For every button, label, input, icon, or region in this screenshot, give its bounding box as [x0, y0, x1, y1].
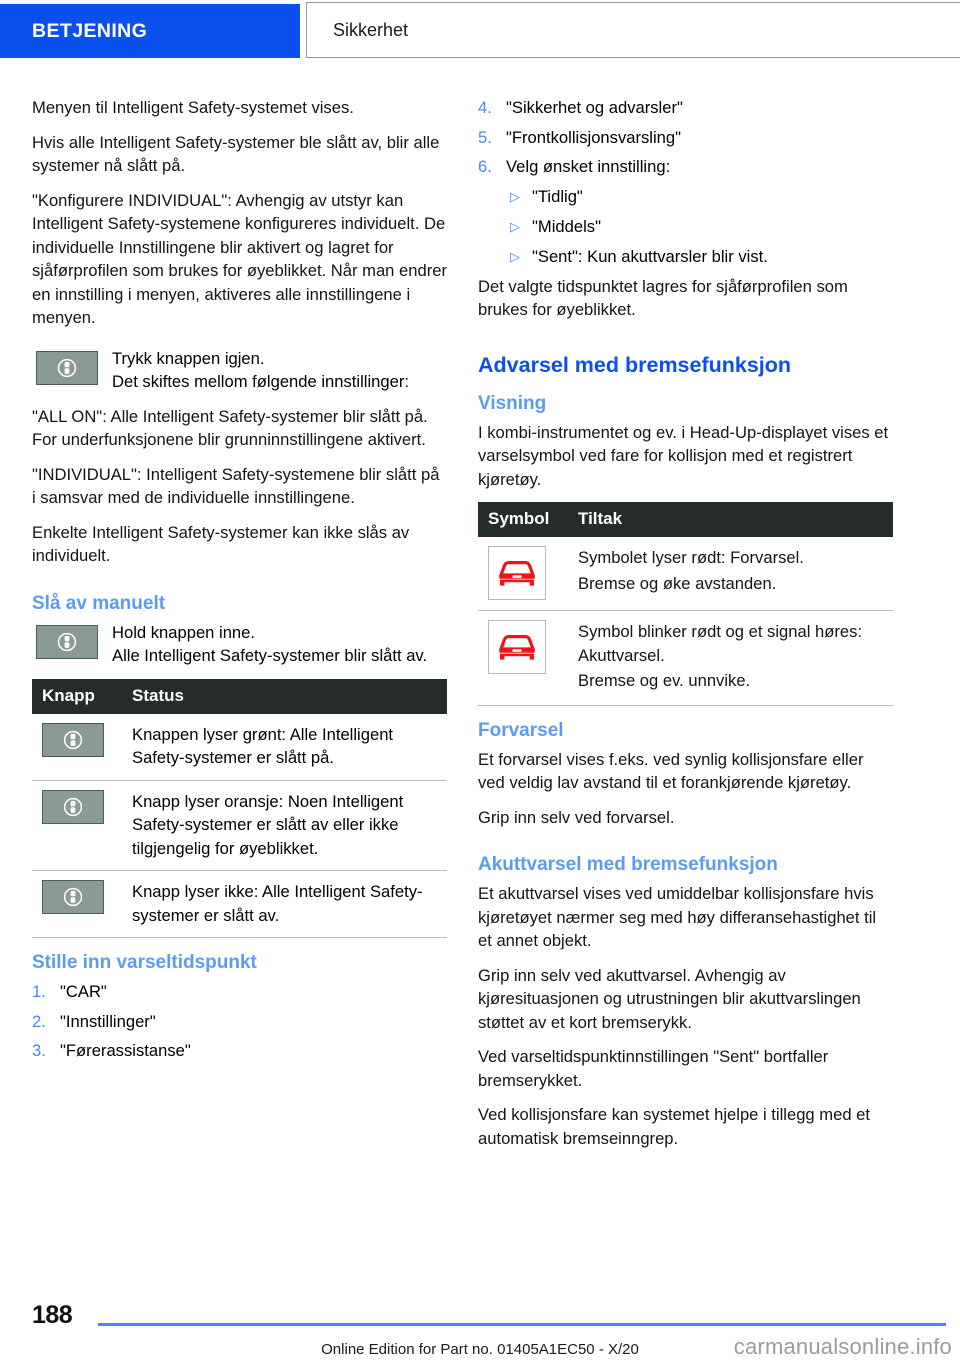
table-cell-symbol	[32, 714, 128, 781]
option-label: "Sent": Kun akuttvarsler blir vist.	[532, 246, 768, 266]
column-header-status: Status	[128, 679, 447, 714]
button-status-table	[32, 679, 447, 939]
acute-warning-paragraph-1: Et akuttvarsel vises ved umiddelbar kollisjonsfare hvis kjøretøyet nærmer seg med høy differansehastighet til et annet objekt.	[478, 884, 877, 950]
action-line-2: Bremse og øke avstanden.	[578, 573, 777, 593]
setting-options-list	[478, 185, 893, 269]
step-number: 4.	[478, 98, 492, 117]
table-row	[478, 537, 893, 611]
page-footer	[0, 1292, 960, 1362]
step-text: "Frontkollisjonsvarsling"	[506, 127, 682, 147]
step-number: 6.	[478, 157, 492, 176]
footer-divider	[98, 1323, 946, 1326]
manual-off-line-2: Alle Intelligent Safety-systemer blir slått av.	[112, 646, 428, 665]
symbol-action-table	[478, 502, 893, 706]
section-tab-label: Sikkerhet	[333, 19, 409, 40]
table-row	[478, 611, 893, 706]
press-button-again-block	[32, 347, 447, 394]
column-header-symbol: Symbol	[478, 502, 574, 537]
after-options-paragraph: Det valgte tidspunktet lagres for sjåførprofilen som brukes for øyeblikket.	[478, 276, 848, 319]
table-cell-status: Knapp lyser oransje: Noen Intelligent Safety-systemer er slått av eller ikke tilgjengelig for øyeblikket.	[128, 780, 447, 871]
red-car-front-warning-icon	[488, 546, 546, 600]
press-button-again-line-2: Det skiftes mellom følgende innstillinger:	[112, 372, 409, 391]
pre-warning-paragraph-2: Grip inn selv ved forvarsel.	[478, 807, 675, 827]
step-text: "CAR"	[60, 982, 107, 1001]
list-item	[32, 980, 447, 1004]
table-cell-status: Knappen lyser grønt: Alle Intelligent Safety-systemer er slått på.	[128, 714, 447, 781]
setting-note-paragraph: Enkelte Intelligent Safety-systemer kan ikke slås av individuelt.	[32, 522, 410, 565]
table-row	[32, 871, 447, 938]
acute-warning-paragraph-3: Ved varseltidspunktinnstillingen "Sent" bortfaller bremserykket.	[478, 1047, 829, 1090]
triangle-bullet-icon: ▷	[510, 218, 520, 234]
action-line-1: Symbol blinker rødt og et signal høres: Akuttvarsel.	[578, 622, 863, 665]
list-item	[478, 155, 893, 179]
step-number: 5.	[478, 127, 492, 147]
intelligent-safety-button-icon	[42, 723, 104, 757]
warning-time-heading: Stille inn varseltidspunkt	[32, 952, 257, 973]
page-header	[0, 0, 960, 60]
action-line-2: Bremse og ev. unnvike.	[578, 671, 751, 690]
table-row	[32, 780, 447, 871]
table-header-row	[478, 502, 893, 537]
manual-off-heading: Slå av manuelt	[32, 592, 166, 614]
list-item	[32, 1010, 447, 1034]
intelligent-safety-button-icon	[42, 790, 104, 824]
triangle-bullet-icon: ▷	[510, 188, 520, 204]
step-text: "Sikkerhet og advarsler"	[506, 98, 683, 117]
warning-time-steps-continued	[478, 96, 893, 179]
list-item	[32, 1039, 447, 1063]
intelligent-safety-button-icon	[36, 625, 98, 659]
step-number: 2.	[32, 1011, 46, 1031]
right-column	[478, 96, 893, 1161]
pre-warning-heading: Forvarsel	[478, 719, 564, 741]
acute-warning-paragraph-4: Ved kollisjonsfare kan systemet hjelpe i tillegg med et automatisk bremseinngrep.	[478, 1105, 871, 1148]
list-item	[478, 215, 893, 239]
pre-warning-paragraph-1: Et forvarsel vises f.eks. ved synlig kollisjonsfare eller ved veldig lav avstand til et forankjørende kjøretøy.	[478, 749, 864, 792]
list-item	[478, 245, 893, 269]
list-item	[478, 126, 893, 150]
table-row	[32, 714, 447, 781]
list-item	[478, 96, 893, 120]
action-line-1: Symbolet lyser rødt: Forvarsel.	[578, 548, 804, 567]
intro-paragraph-2: Hvis alle Intelligent Safety-systemer ble slått av, blir alle systemer nå slått på.	[32, 132, 440, 175]
intro-paragraph-1: Menyen til Intelligent Safety-systemet vises.	[32, 98, 354, 117]
manual-off-block	[32, 621, 447, 668]
edition-note: Online Edition for Part no. 01405A1EC50 - X/20	[321, 1341, 639, 1358]
step-text: Velg ønsket innstilling:	[506, 157, 671, 176]
option-label: "Tidlig"	[532, 186, 583, 206]
table-cell-action	[574, 611, 893, 706]
option-label: "Middels"	[532, 216, 601, 236]
table-cell-symbol	[32, 780, 128, 871]
column-header-knapp: Knapp	[32, 679, 128, 714]
page-number: 188	[32, 1301, 73, 1329]
manual-off-line-1: Hold knappen inne.	[112, 622, 255, 642]
table-cell-symbol	[478, 611, 574, 706]
step-text: "Innstillinger"	[60, 1011, 156, 1031]
intro-paragraph-3: "Konfigurere INDIVIDUAL": Avhengig av utstyr kan Intelligent Safety-systemene konfigureres individuelt. De individuelle Innstillingene blir aktivert og lagret for sjåførprofilen som brukes for øyeblikket. Når man endrer en innstilling i menyen, aktiveres alle innstillingene i menyen.	[32, 190, 447, 327]
list-item	[478, 185, 893, 209]
step-text: "Førerassistanse"	[60, 1041, 191, 1060]
site-watermark: carmanualsonline.info	[733, 1334, 952, 1359]
setting-all-on-paragraph: "ALL ON": Alle Intelligent Safety-systemer blir slått på. For underfunksjonene blir grunninnstillingene aktivert.	[32, 406, 428, 449]
table-cell-status: Knapp lyser ikke: Alle Intelligent Safety-systemer er slått av.	[128, 871, 447, 938]
column-header-tiltak: Tiltak	[574, 502, 893, 537]
table-cell-symbol	[32, 871, 128, 938]
acute-warning-heading: Akuttvarsel med bremsefunksjon	[478, 854, 778, 875]
section-tab[interactable]	[306, 2, 960, 58]
triangle-bullet-icon: ▷	[510, 248, 520, 264]
display-heading: Visning	[478, 392, 547, 414]
setting-individual-paragraph: "INDIVIDUAL": Intelligent Safety-systemene blir slått på i samsvar med de individuelle innstillingene.	[32, 464, 440, 507]
brake-warning-heading: Advarsel med bremsefunksjon	[478, 352, 792, 377]
table-header-row	[32, 679, 447, 714]
table-cell-symbol	[478, 537, 574, 611]
chapter-banner	[0, 4, 300, 58]
intelligent-safety-button-icon	[36, 351, 98, 385]
step-number: 1.	[32, 982, 46, 1001]
table-cell-action	[574, 537, 893, 611]
acute-warning-paragraph-2: Grip inn selv ved akuttvarsel. Avhengig av kjøresituasjonen og utrustningen blir akuttvarslingen støttet av et kort bremserykk.	[478, 965, 861, 1032]
intelligent-safety-button-icon	[42, 880, 104, 914]
left-column	[32, 96, 447, 1069]
chapter-label: BETJENING	[32, 19, 148, 42]
warning-time-steps	[32, 980, 447, 1063]
display-paragraph: I kombi-instrumentet og ev. i Head-Up-displayet vises et varselsymbol ved fare for kollisjon med et registrert kjøretøy.	[478, 422, 889, 489]
press-button-again-line-1: Trykk knappen igjen.	[112, 348, 265, 368]
red-car-front-warning-icon	[488, 620, 546, 674]
step-number: 3.	[32, 1041, 46, 1060]
